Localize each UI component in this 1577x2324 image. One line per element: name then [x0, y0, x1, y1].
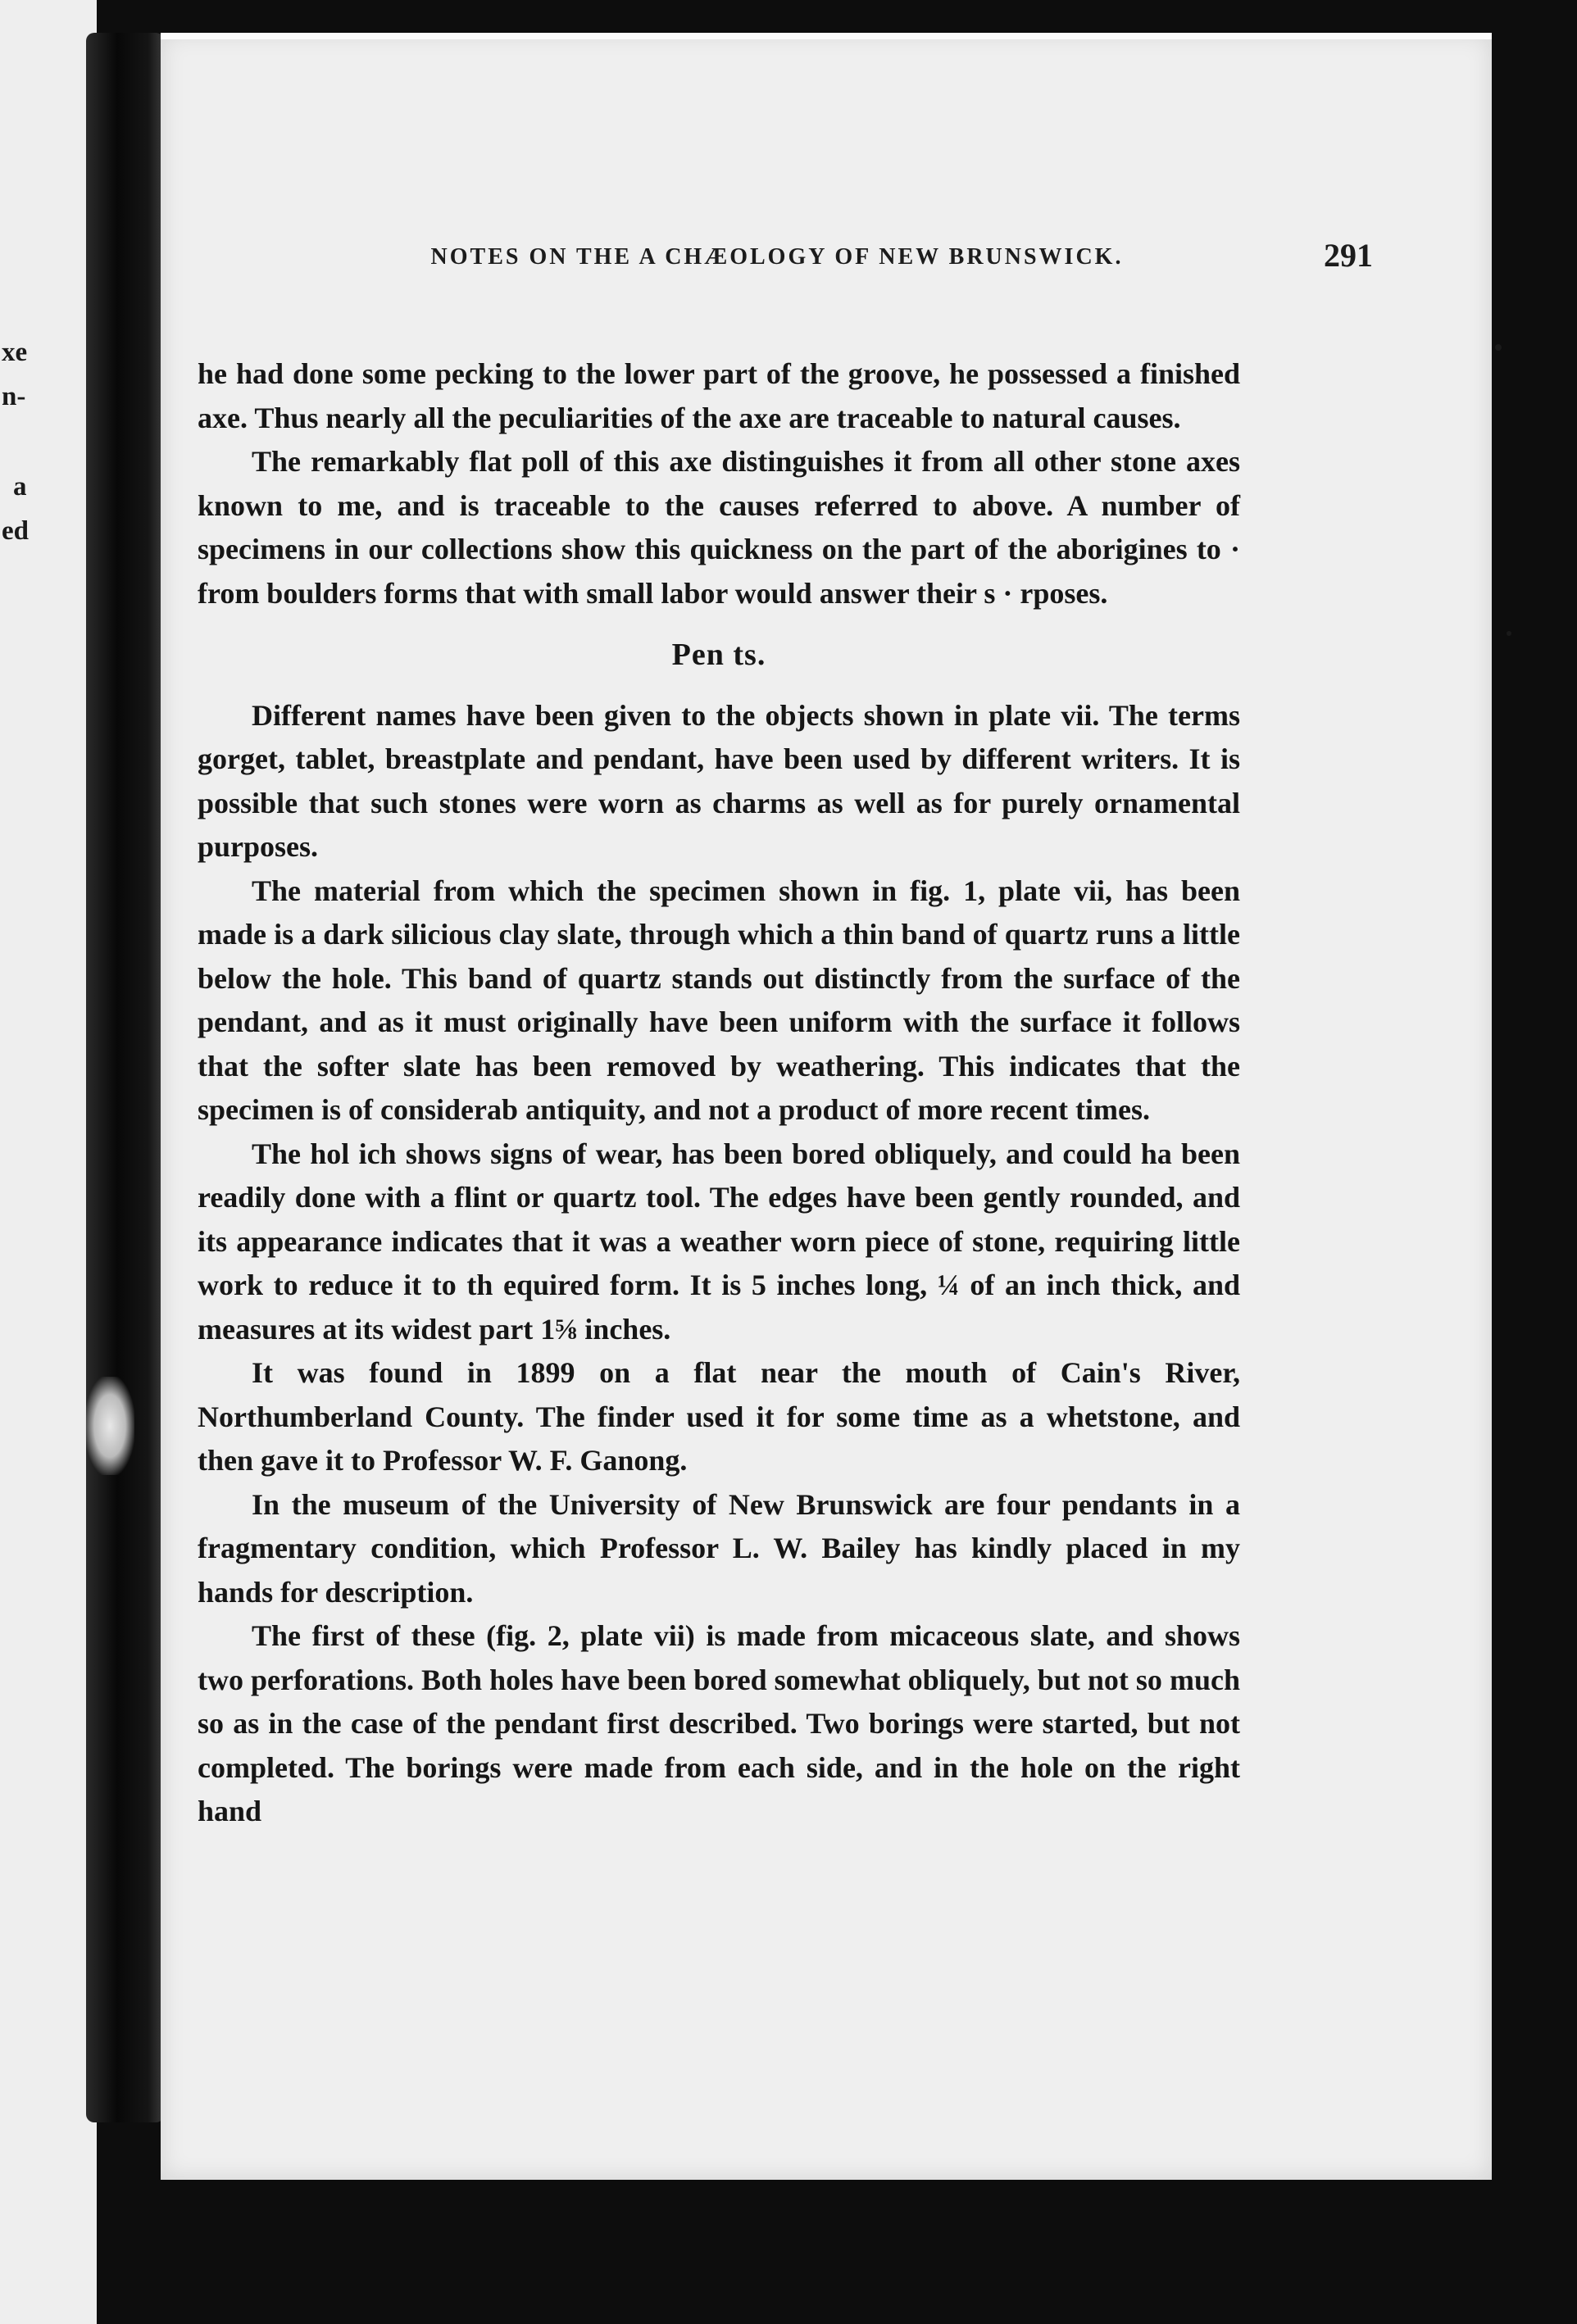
facing-page-text: n- — [2, 382, 26, 411]
paragraph: Different names have been given to the objects shown in plate vii. The terms gorget, tablet, breastplate and pendant, have been used by different writers. It is possible that such stones were worn as charms as well as for purely ornamental purposes. — [198, 698, 1240, 863]
paragraph: The hol ich shows signs of wear, has been bored obliquely, and could ha been readily done with a flint or quartz tool. The edges have been gently rounded, and its appearance indicates that it was a weather worn piece of stone, requiring little work to reduce it to th equired form. It is 5 inches long, ¼ of an inch thick, and measures at its widest part 1⅝ inches. — [198, 1137, 1240, 1346]
facing-page-text: a — [13, 472, 27, 502]
facing-page-fragment — [0, 0, 97, 2324]
binding-gutter — [86, 33, 164, 2122]
paper-damage-spot — [85, 1377, 134, 1475]
facing-page-text: xe — [2, 338, 28, 367]
paragraph: he had done some pecking to the lower part of the groove, he possessed a finished axe. Thus nearly all the peculiarities of the axe are traceable to natural causes. — [198, 357, 1240, 434]
section-heading: Pen ts. — [671, 638, 766, 672]
page-body — [198, 352, 1240, 1834]
page-number: 291 — [1324, 237, 1373, 274]
scan-speck — [1495, 344, 1502, 351]
book-page — [161, 33, 1492, 2180]
paragraph: The first of these (fig. 2, plate vii) is made from micaceous slate, and shows two perforations. Both holes have been bored somewhat obliquely, but not so much so as in the case of the pendant first described. Two borings were started, but not completed. The borings were made from each side, and in the hole on the right hand — [198, 1619, 1240, 1827]
paragraph: In the museum of the University of New Brunswick are four pendants in a fragmentary condition, which Professor L. W. Bailey has kindly placed in my hands for description. — [198, 1487, 1240, 1609]
paragraph: It was found in 1899 on a flat near the mouth of Cain's River, Northumberland County. The finder used it for some time as a whetstone, and then gave it to Professor W. F. Ganong. — [198, 1356, 1240, 1477]
facing-page-text: ed — [2, 516, 29, 546]
running-header: NOTES ON THE A CHÆOLOGY OF NEW BRUNSWICK. — [430, 244, 1124, 270]
page-edge — [161, 33, 1492, 39]
scan-speck — [1507, 631, 1511, 636]
paragraph: The material from which the specimen shown in fig. 1, plate vii, has been made is a dark silicious clay slate, through which a thin band of quartz runs a little below the hole. This band of quartz stands out distinctly from the surface of the pendant, and as it must originally have been uniform with the surface it follows that the softer slate has been removed by weathering. This indicates that the specimen is of considerab antiquity, and not a product of more recent times. — [198, 874, 1240, 1126]
paragraph: The remarkably flat poll of this axe distinguishes it from all other stone axes known to me, and is traceable to the causes referred to above. A number of specimens in our collections show this quickness on the part of the aborigines to · from boulders forms that with small labor would answer their s · rposes. — [198, 445, 1240, 610]
